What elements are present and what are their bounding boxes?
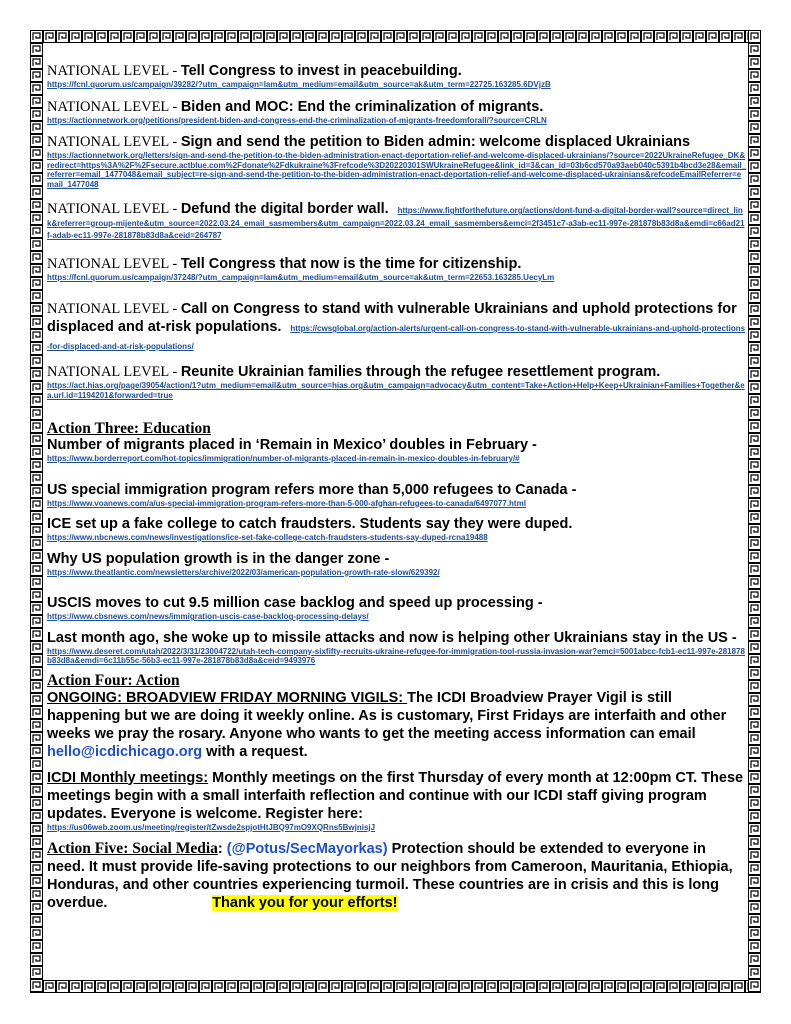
- news-item: [47, 630, 747, 666]
- national-item: [47, 133, 747, 189]
- border-pattern-left: [30, 30, 43, 993]
- level-label: NATIONAL LEVEL -: [47, 98, 181, 115]
- page-content: [47, 62, 747, 912]
- news-title: Last month ago, she woke up to missile attacks and now is helping other Ukrainians stay in the US -: [47, 629, 737, 646]
- social-paragraph: [47, 840, 747, 912]
- item-title: Tell Congress that now is the time for citizenship.: [180, 255, 522, 272]
- level-label: NATIONAL LEVEL -: [47, 134, 181, 150]
- item-link[interactable]: https://actionnetwork.org/letters/sign-and-send-the-petition-to-the-biden-administration-enact-deportation-relief-and-welcome-displaced-ukrainians/?source=2022UkraineRefugee_DK&redirect=https%3A%2F%2Fsecure.actblue.com%2Fdonate%2Fdkukraine%3Frefcode%3D20220301SWUkraineRefugee&link_id=3&can_id=03b6cd570a93aeb040c5391b4bcd3e28&email_referrer=email_1477048&email_subject=re-sign-and-send-the-petition-to-the-biden-administration-enact-deportation-relief-and-welcome-displaced-ukrainians&refcodeEmailReferrer=email_1477048: [47, 151, 747, 189]
- news-item: [47, 595, 747, 622]
- vigil-text: The ICDI Broadview Prayer Vigil is still happening but we are doing it weekly online. As is customary, First Fridays are interfaith and other weeks we pray the rosary. Anyone who wants to get the meeting access information can email: [47, 689, 727, 742]
- social-text: Protection should be extended to everyone in need. It must provide life-saving protections to our neighbors from Cameroon, Mauritania, Ethiopia, Honduras, and other countries experiencing turmoil. These countries are in crisis and this is long overdue.: [47, 841, 733, 911]
- item-title: Tell Congress to invest in peacebuilding.: [180, 63, 462, 79]
- item-title: Sign and send the petition to Biden admin: welcome displaced Ukrainians: [180, 134, 691, 150]
- news-link[interactable]: https://www.voanews.com/a/us-special-immigration-program-refers-more-than-5-000-afghan-refugees-to-canada/6497077.html: [47, 498, 526, 508]
- border-pattern-top: [30, 30, 761, 43]
- border-pattern-bottom: [30, 980, 761, 993]
- news-title: Why US population growth is in the danger zone -: [47, 550, 390, 567]
- border-pattern-right: [748, 30, 761, 993]
- vigil-paragraph: [47, 689, 747, 761]
- border-top: [30, 30, 761, 43]
- meetings-label: ICDI Monthly meetings:: [47, 769, 209, 786]
- border-bottom: [30, 980, 761, 993]
- meetings-paragraph: [47, 769, 747, 833]
- national-item: [47, 98, 747, 126]
- news-link[interactable]: https://www.cbsnews.com/news/immigration-uscis-case-backlog-processing-delays/: [47, 612, 369, 621]
- vigil-label: ONGOING: BROADVIEW FRIDAY MORNING VIGILS:: [47, 689, 408, 706]
- item-link[interactable]: https://fcnl.quorum.us/campaign/37248/?utm_campaign=lam&utm_medium=email&utm_source=ak&utm_term=22653.163285.UecyLm: [47, 272, 555, 282]
- news-link[interactable]: https://www.nbcnews.com/news/investigations/ice-set-fake-college-catch-fraudsters-students-say-duped-rcna19488: [47, 533, 488, 542]
- national-item: [47, 363, 747, 400]
- news-link[interactable]: https://www.theatlantic.com/newsletters/archive/2022/03/american-population-growth-rate-slow/629392/: [47, 567, 440, 577]
- level-label: NATIONAL LEVEL -: [47, 201, 181, 217]
- level-label: NATIONAL LEVEL -: [47, 364, 181, 380]
- item-link[interactable]: https://act.hias.org/page/39054/action/1?utm_medium=email&utm_source=hias.org&utm_campaign=advocacy&utm_content=Take+Action+Help+Keep+Ukrainian+Families+Together&ea.url.id=1194201&forwarded=true: [47, 381, 745, 400]
- level-label: NATIONAL LEVEL -: [47, 255, 181, 272]
- item-title: Call on Congress to stand with vulnerable Ukrainians and uphold protections for displaced and at-risk populations.: [47, 301, 737, 335]
- item-title: Biden and MOC: End the criminalization of migrants.: [180, 98, 544, 115]
- thanks-highlight: Thank you for your efforts!: [212, 895, 398, 911]
- national-item: [47, 62, 747, 90]
- national-item: [47, 300, 747, 353]
- news-link[interactable]: https://www.deseret.com/utah/2022/3/31/23004722/utah-tech-company-sixfifty-recruits-ukraine-refugee-for-immigration-tool-russia-invasion-war?emci=5001abcc-fcb1-ec11-997e-281878b83d8a&emdi=6c11b55c-56b3-ec11-997e-281878b83d8a&ceid=9493976: [47, 646, 745, 665]
- vigil-text-end: with a request.: [202, 743, 308, 760]
- news-title: Number of migrants placed in ‘Remain in Mexico’ doubles in February -: [47, 437, 537, 453]
- news-item: [47, 482, 747, 509]
- heading-colon: :: [217, 841, 227, 857]
- section-heading: Action Three: Education: [47, 420, 211, 437]
- item-link[interactable]: https://www.fightforthefuture.org/actions/dont-fund-a-digital-border-wall?source=direct_link&referrer=group-mijente&utm_source=2022.03.24_email_sasmembers&utm_campaign=2022.03.24_email_sasmembers&emci=2f3451c7-a3ab-ec11-997e-281878b83d8a&emdi=c66ad21f-adab-ec11-997e-281878b83d8a&ceid=264787: [47, 206, 745, 240]
- item-link[interactable]: https://actionnetwork.org/petitions/president-biden-and-congress-end-the-criminalization-of-migrants-freedomforall/?source=CRLN: [47, 115, 547, 125]
- news-item: [47, 516, 747, 543]
- level-label: NATIONAL LEVEL -: [47, 63, 181, 79]
- item-title: Defund the digital border wall.: [180, 201, 389, 217]
- section-heading: Action Four: Action: [47, 671, 180, 689]
- border-right: [748, 30, 761, 993]
- social-handle[interactable]: (@Potus/SecMayorkas): [226, 841, 388, 857]
- national-item: [47, 203, 747, 241]
- news-title: USCIS moves to cut 9.5 million case backlog and speed up processing -: [47, 595, 543, 611]
- item-link[interactable]: https://cwsglobal.org/action-alerts/urgent-call-on-congress-to-stand-with-vulnerable-ukrainians-and-uphold-protections-for-displaced-and-at-risk-populations/: [47, 324, 746, 351]
- news-title: US special immigration program refers more than 5,000 refugees to Canada -: [47, 481, 577, 498]
- item-title: Reunite Ukrainian families through the refugee resettlement program.: [180, 364, 661, 380]
- section-heading: Action Five: Social Media: [47, 840, 218, 857]
- news-link[interactable]: https://www.borderreport.com/hot-topics/immigration/number-of-migrants-placed-in-remain-in-mexico-doubles-in-february/#: [47, 454, 520, 463]
- news-title: ICE set up a fake college to catch fraudsters. Students say they were duped.: [47, 516, 573, 532]
- email-link[interactable]: hello@icdichicago.org: [47, 743, 203, 760]
- border-left: [30, 30, 43, 993]
- news-item: [47, 437, 747, 464]
- meetings-text: Monthly meetings on the first Thursday of every month at 12:00pm CT. These meetings begin with a small interfaith reflection and continue with our ICDI staff giving program updates. Everyone is welcome. Register here:: [47, 769, 744, 822]
- item-link[interactable]: https://fcnl.quorum.us/campaign/39282/?utm_campaign=lam&utm_medium=email&utm_source=ak&utm_term=22725.163285.6DVjzB: [47, 80, 551, 89]
- national-item: [47, 255, 747, 283]
- news-item: [47, 551, 747, 578]
- meetings-link[interactable]: https://us06web.zoom.us/meeting/register/tZwsde2spjotHtJBQ97mO9XQRns5BwjnisjJ: [47, 822, 376, 832]
- level-label: NATIONAL LEVEL -: [47, 301, 181, 317]
